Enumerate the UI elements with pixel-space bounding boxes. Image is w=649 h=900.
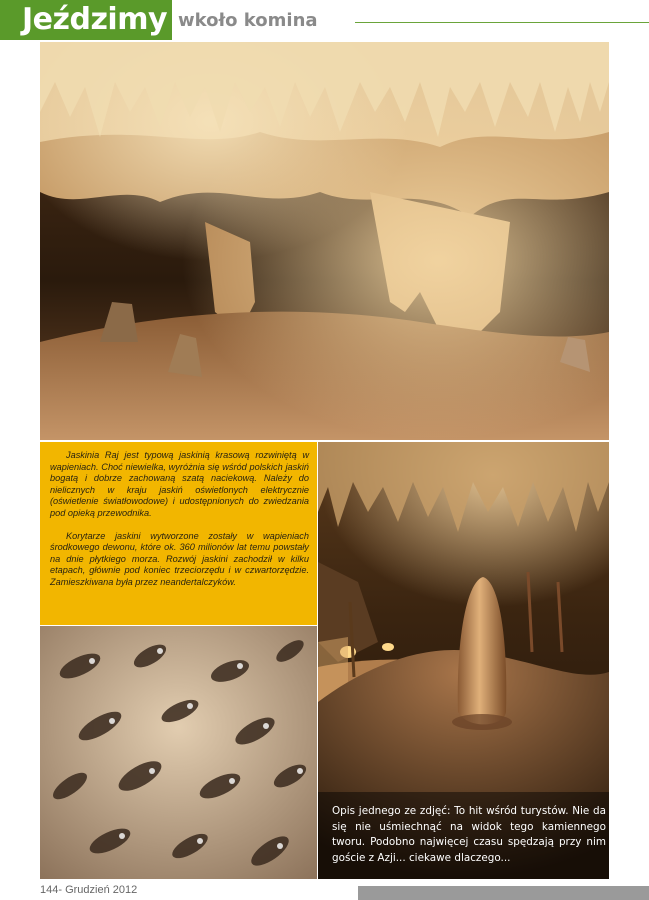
footer-bar: [358, 886, 649, 900]
section-title: Jeździmy: [22, 2, 168, 37]
article-text-box: [40, 442, 317, 625]
page-number: 144- Grudzień 2012: [40, 884, 138, 896]
article-paragraph: Korytarze jaskini wytworzone zostały w wapieniach środkowego dewonu, które ok. 360 milionów lat temu powstały na dnie płytkiego morza. Rozwój jaskini zachodził w kilku etapach, głównie pod koniec trzeciorzędu i w czwartorzędzie. Zamieszkiwana była przez neandertalczyków.: [50, 530, 309, 587]
section-subtitle: wkoło komina: [178, 10, 318, 31]
photo-caption: Opis jednego ze zdjęć: To hit wśród turystów. Nie da się nie uśmiechnąć na widok tego kamiennego tworu. Podobno najwięcej czasu spędzają przy nim goście z Azji... ciekawe dlaczego...: [332, 805, 606, 864]
header-divider: [355, 22, 649, 23]
stalactites-closeup-photo: [40, 626, 317, 879]
cave-chamber-photo: [40, 42, 609, 440]
article-paragraph: Jaskinia Raj jest typową jaskinią krasową rozwiniętą w wapieniach. Choć niewielka, wyróżnia się wśród polskich jaskiń bogatą i dobrze zachowaną szatą naciekową. Należy do nielicznych w kraju jaskiń oświetlonych elektrycznie (oświetlenie światłowodowe) i udostępnionych do zwiedzania pod opieką przewodnika.: [50, 450, 309, 518]
